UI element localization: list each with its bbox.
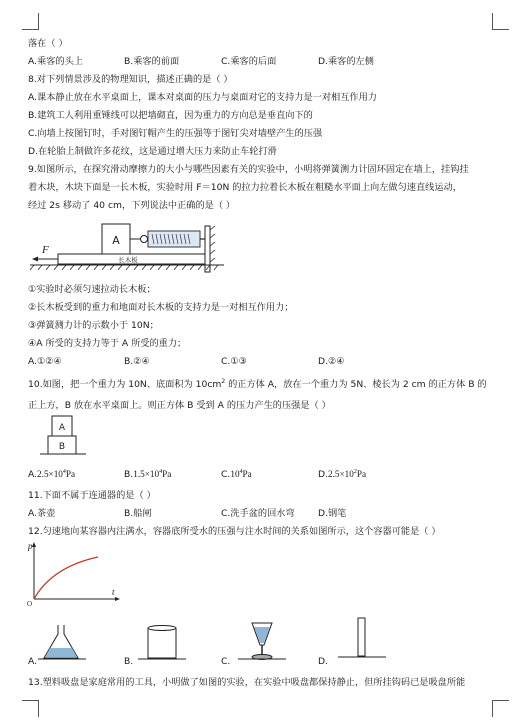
q12-option-c: C. (221, 656, 231, 667)
q12-pressure-time-graph (24, 541, 124, 607)
q7-option-b: B.乘客的前面 (124, 56, 180, 67)
q12-stem: 12.匀速地向某容器内注满水，容器底所受水的压强与注水时间的关系如图所示，这个容器可能是（ ） (28, 526, 441, 537)
q11-option-d: D.钢笔 (318, 508, 347, 519)
container-c-goblet (238, 619, 288, 666)
q10-option-c (221, 468, 252, 481)
q10-option-b (124, 468, 171, 481)
q9-option-d: D.②④ (318, 356, 345, 367)
q10-option-a-base: 2.5×10 (37, 469, 63, 479)
long-board-label: 长木板 (118, 256, 138, 264)
q10-option-c-letter: C. (221, 469, 231, 480)
graph-y-label: p (28, 541, 33, 551)
graph-x-label: t (112, 587, 115, 597)
q10-option-b-unit: Pa (162, 469, 172, 479)
q12-option-b: B. (124, 656, 134, 667)
q13-stem: 13.塑料吸盘是家庭常用的工具，小明做了如图的实验，在实验中吸盘都保持静止，但所挂钩码已是吸盘所能 (28, 677, 466, 688)
q10-stem-part-2: 的正方体 A，放在一个重力为 5N、棱长为 2 cm 的正方体 B 的 (225, 379, 487, 390)
q9-option-b: B.②④ (124, 356, 150, 367)
q10-option-a-unit: Pa (65, 469, 76, 479)
q8-stem: 8.对下列情景涉及的物理知识，描述正确的是（ ） (28, 74, 233, 85)
q10-stem-sup: 2 (221, 377, 226, 385)
crop-mark-top-right (492, 13, 509, 30)
q10-option-c-base: 10 (230, 469, 240, 479)
q10-option-b-letter: B. (124, 469, 134, 480)
q9-stem-line-2: 着木块，木块下面是一长木板，实验时用 F＝10N 的拉力拉着长木板在粗糙水平面上向左做匀速直线运动， (28, 182, 462, 193)
container-a-flask (38, 622, 88, 666)
q10-option-b-exp: 4 (159, 468, 163, 475)
q10-option-c-exp: 4 (239, 468, 243, 475)
q10-option-d-exp: 2 (353, 468, 357, 475)
crop-mark-bottom-right (492, 700, 509, 717)
q8-option-d: D.在轮胎上制做许多花纹，这是通过增大压力来防止车轮打滑 (28, 146, 277, 157)
q9-statement-4: ④A 所受的支持力等于 A 所受的重力； (28, 338, 187, 349)
graph-y-arrow (32, 542, 36, 547)
q9-option-c: C.①③ (221, 356, 247, 367)
flask-water (45, 648, 77, 657)
q7-option-a: A.乘客的头上 (28, 56, 83, 67)
q10-option-d-base: 2.5×10 (328, 469, 354, 479)
force-label: F (42, 244, 49, 256)
q9-stem-line-3: 经过 2s 移动了 40 cm，下列说法中正确的是（ ） (28, 200, 236, 211)
q10-option-c-unit: Pa (242, 469, 252, 479)
q9-friction-figure (28, 216, 228, 280)
graph-origin-label: O (27, 600, 33, 607)
q10-option-d-unit: Pa (356, 469, 367, 479)
q10-cubes-figure (40, 414, 90, 458)
cylinder-body (148, 628, 176, 658)
q10-option-d (318, 468, 366, 481)
q9-stem-line-1: 9.如图所示，在探究滑动摩擦力的大小与哪些因素有关的实验中，小明将弹簧测力计固环固定在墙上，挂钩挂 (28, 164, 469, 175)
tube-body (358, 618, 365, 656)
q9-statement-2: ②长木板受到的重力和地面对长木板的支持力是一对相互作用力； (28, 302, 294, 313)
graph-curve (34, 557, 98, 599)
q8-option-b: B.建筑工人利用重锤线可以把墙砌直，因为重力的方向总是垂直向下的 (28, 110, 313, 121)
crop-mark-bottom-left (22, 700, 39, 717)
spring-scale (148, 231, 200, 247)
q7-option-d: D.乘客的左侧 (318, 56, 374, 67)
graph-x-arrow (115, 597, 120, 601)
q7-option-c: C.乘客的后面 (221, 56, 277, 67)
q10-option-a (28, 468, 75, 481)
q12-option-a: A. (28, 656, 38, 667)
q7-tail: 落在（ ） (28, 38, 68, 49)
q10-option-d-letter: D. (318, 469, 328, 480)
q9-statement-1: ①实验时必须匀速拉动长木板； (28, 284, 156, 295)
q10-stem-line-1 (28, 379, 487, 391)
q8-option-c: C.向墙上按图钉时，手对图钉帽产生的压强等于图钉尖对墙壁产生的压强 (28, 128, 323, 139)
q11-option-a: A.茶壶 (28, 508, 56, 519)
q10-stem-part-1: 10.如图，把一个重力为 10N、底面积为 10cm (28, 379, 222, 390)
q10-option-a-exp: 4 (62, 468, 66, 475)
force-arrowhead (32, 257, 38, 262)
block-a-label: A (112, 234, 120, 247)
crop-mark-top-left (22, 13, 39, 30)
q10-stem-line-2: 正上方，B 放在水平桌面上。则正方体 B 受到 A 的压力产生的压强是（ ） (28, 400, 331, 411)
q11-option-c: C.洗手盆的回水弯 (221, 508, 295, 519)
q11-option-b: B.船闸 (124, 508, 152, 519)
cube-a-label: A (58, 423, 66, 433)
container-d-tube (338, 614, 388, 666)
scale-hook-ring (141, 236, 148, 243)
wall-hatching (210, 226, 215, 262)
q10-option-b-base: 1.5×10 (133, 469, 160, 479)
q10-option-a-letter: A. (28, 469, 38, 480)
q11-stem: 11.下面不属于连通器的是（ ） (28, 490, 156, 501)
q8-option-a: A.课本静止放在水平桌面上，课本对桌面的压力与桌面对它的支持力是一对相互作用力 (28, 92, 377, 103)
container-b-cylinder (138, 622, 188, 666)
q9-option-a: A.①②④ (28, 356, 62, 367)
ground-hatching (30, 265, 218, 270)
cube-b-label: B (58, 442, 66, 452)
q9-statement-3: ③弹簧测力计的示数小于 10N； (28, 320, 159, 331)
q12-option-d: D. (318, 656, 328, 667)
